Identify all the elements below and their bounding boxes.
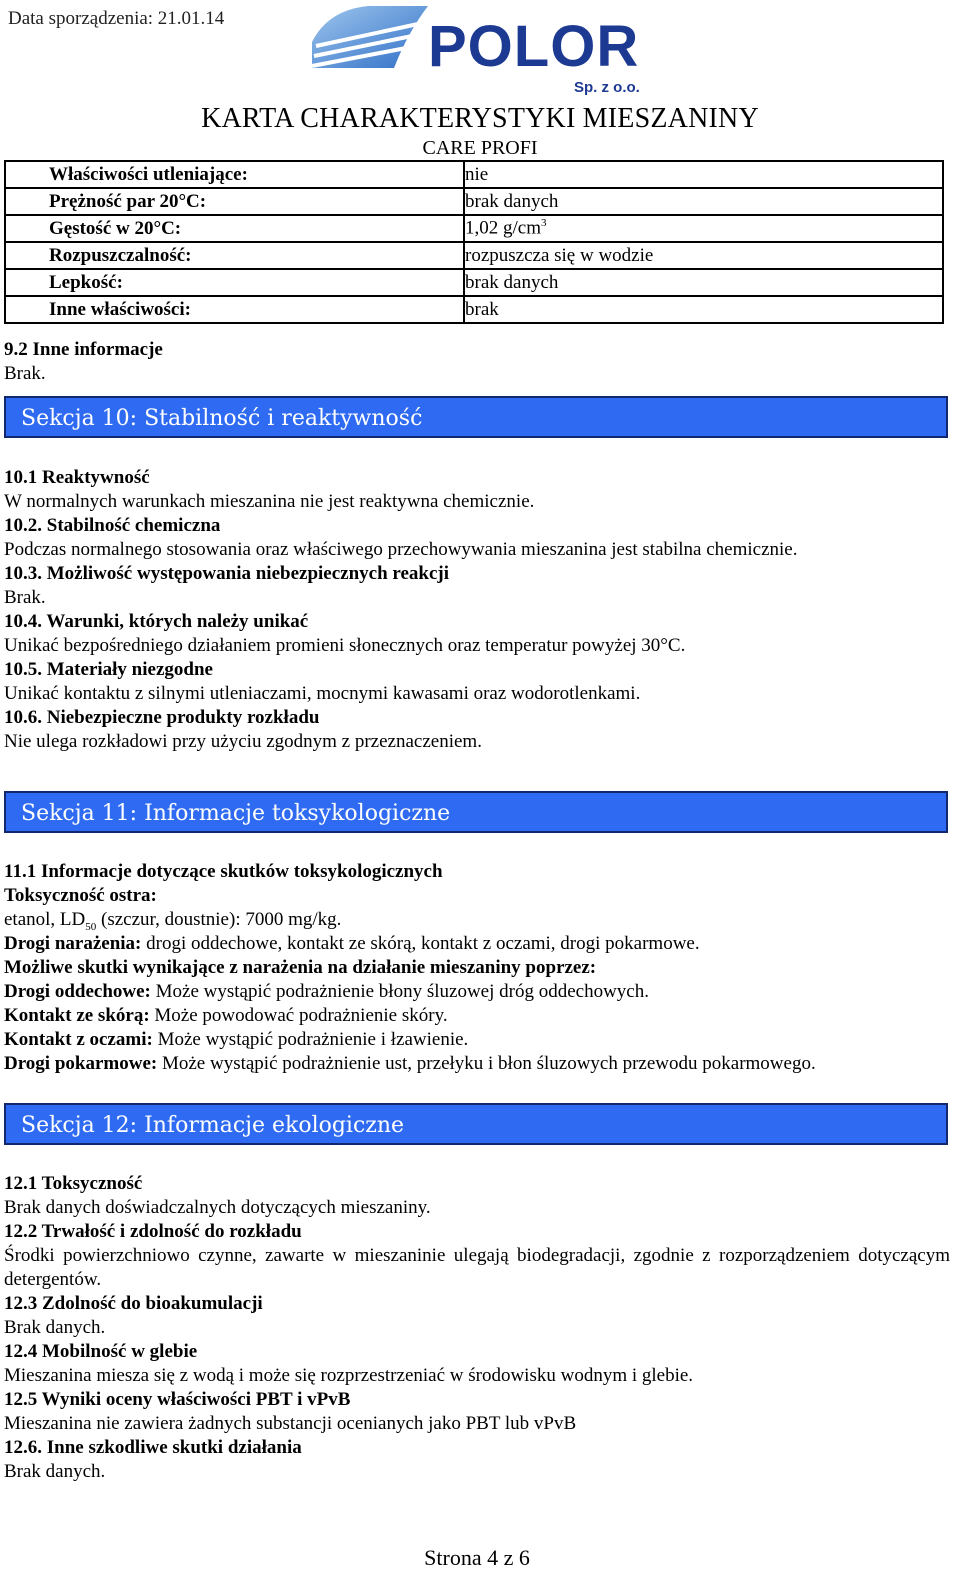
date-of-preparation: Data sporządzenia: 21.01.14 bbox=[8, 8, 225, 29]
properties-table bbox=[4, 160, 944, 324]
skin-contact-line bbox=[4, 1004, 448, 1028]
respiratory-line bbox=[4, 980, 649, 1004]
ingestion-text: Może wystąpić podrażnienie ust, przełyku i błon śluzowych przewodu pokarmowego. bbox=[157, 1053, 816, 1074]
table-row bbox=[5, 242, 943, 269]
property-value: nie bbox=[464, 161, 943, 188]
subsection-heading-10-1: 10.1 Reaktywność bbox=[4, 467, 150, 488]
section-header-12: Sekcja 12: Informacje ekologiczne bbox=[4, 1103, 948, 1145]
property-name: Właściwości utleniające: bbox=[5, 161, 464, 188]
table-row bbox=[5, 161, 943, 188]
product-name: CARE PROFI bbox=[422, 137, 538, 159]
subsection-heading-12-3: 12.3 Zdolność do bioakumulacji bbox=[4, 1293, 263, 1314]
subsection-text-12-6: Brak danych. bbox=[4, 1461, 106, 1482]
table-row bbox=[5, 269, 943, 296]
property-value: brak danych bbox=[464, 269, 943, 296]
skin-contact-label: Kontakt ze skórą: bbox=[4, 1005, 150, 1026]
property-value: brak bbox=[464, 296, 943, 323]
document-title: KARTA CHARAKTERYSTYKI MIESZANINY bbox=[201, 103, 759, 134]
subsection-heading-10-6: 10.6. Niebezpieczne produkty rozkładu bbox=[4, 707, 320, 728]
acute-toxicity-label: Toksyczność ostra: bbox=[4, 885, 157, 906]
density-value: 1,02 g/cm bbox=[465, 217, 541, 239]
subsection-heading-12-6: 12.6. Inne szkodliwe skutki działania bbox=[4, 1437, 302, 1458]
subsection-heading-10-3: 10.3. Możliwość występowania niebezpiecznych reakcji bbox=[4, 563, 450, 584]
subsection-heading-10-5: 10.5. Materiały niezgodne bbox=[4, 659, 213, 680]
subsection-text-12-2: Środki powierzchniowo czynne, zawarte w mieszaninie ulegają biodegradacji, zgodnie z rozporządzeniem dotyczącym detergentów. bbox=[4, 1245, 950, 1290]
property-name: Inne właściwości: bbox=[5, 296, 464, 323]
subsection-text-10-3: Brak. bbox=[4, 587, 46, 608]
subsection-heading-11-1: 11.1 Informacje dotyczące skutków toksykologicznych bbox=[4, 861, 443, 882]
property-name: Lepkość: bbox=[5, 269, 464, 296]
exposure-routes-text: drogi oddechowe, kontakt ze skórą, kontakt z oczami, drogi pokarmowe. bbox=[141, 933, 700, 954]
subsection-heading-12-5: 12.5 Wyniki oceny właściwości PBT i vPvB bbox=[4, 1389, 351, 1410]
respiratory-text: Może wystąpić podrażnienie błony śluzowej dróg oddechowych. bbox=[150, 981, 649, 1002]
subsection-text-10-4: Unikać bezpośredniego działaniem promieni słonecznych oraz temperatur powyżej 30°C. bbox=[4, 635, 686, 656]
ingestion-line bbox=[4, 1052, 816, 1076]
property-name: Prężność par 20°C: bbox=[5, 188, 464, 215]
subsection-heading-12-1: 12.1 Toksyczność bbox=[4, 1173, 143, 1194]
table-row bbox=[5, 296, 943, 323]
ld50-prefix: etanol, LD bbox=[4, 909, 86, 930]
eye-contact-line bbox=[4, 1028, 468, 1052]
ingestion-label: Drogi pokarmowe: bbox=[4, 1053, 158, 1074]
density-unit-superscript: 3 bbox=[541, 217, 547, 230]
section-header-10: Sekcja 10: Stabilność i reaktywność bbox=[4, 396, 948, 438]
subsection-text-10-6: Nie ulega rozkładowi przy użyciu zgodnym z przeznaczeniem. bbox=[4, 731, 482, 752]
property-value: rozpuszcza się w wodzie bbox=[464, 242, 943, 269]
property-name: Rozpuszczalność: bbox=[5, 242, 464, 269]
subsection-heading-10-4: 10.4. Warunki, których należy unikać bbox=[4, 611, 309, 632]
subsection-heading-12-4: 12.4 Mobilność w glebie bbox=[4, 1341, 198, 1362]
ld50-value: (szczur, doustnie): 7000 mg/kg. bbox=[96, 909, 342, 930]
property-value bbox=[464, 215, 943, 242]
subsection-heading-12-2: 12.2 Trwałość i zdolność do rozkładu bbox=[4, 1221, 302, 1242]
eye-contact-text: Może wystąpić podrażnienie i łzawienie. bbox=[152, 1029, 469, 1050]
respiratory-label: Drogi oddechowe: bbox=[4, 981, 151, 1002]
subsection-text-10-5: Unikać kontaktu z silnymi utleniaczami, mocnymi kawasami oraz wodorotlenkami. bbox=[4, 683, 641, 704]
table-row bbox=[5, 188, 943, 215]
subsection-text-10-2: Podczas normalnego stosowania oraz właściwego przechowywania mieszanina jest stabilna chemicznie. bbox=[4, 539, 798, 560]
exposure-routes-label: Drogi narażenia: bbox=[4, 933, 142, 954]
subsection-text-12-5: Mieszanina nie zawiera żadnych substancji ocenianych jako PBT lub vPvB bbox=[4, 1413, 577, 1434]
subsection-text-12-4: Mieszanina miesza się z wodą i może się rozprzestrzeniać w środowisku wodnym i glebie. bbox=[4, 1365, 694, 1386]
eye-contact-label: Kontakt z oczami: bbox=[4, 1029, 153, 1050]
ld50-subscript: 50 bbox=[85, 920, 97, 933]
subsection-heading-9-2: 9.2 Inne informacje bbox=[4, 339, 163, 360]
page-number: Strona 4 z 6 bbox=[424, 1545, 530, 1570]
table-row bbox=[5, 215, 943, 242]
logo-wordmark: POLOR bbox=[428, 14, 640, 79]
possible-effects-label: Możliwe skutki wynikające z narażenia na działanie mieszaniny poprzez: bbox=[4, 957, 597, 978]
subsection-heading-10-2: 10.2. Stabilność chemiczna bbox=[4, 515, 221, 536]
subsection-text-9-2: Brak. bbox=[4, 363, 46, 384]
polor-logo bbox=[308, 2, 653, 98]
property-name: Gęstość w 20°C: bbox=[5, 215, 464, 242]
section-header-11: Sekcja 11: Informacje toksykologiczne bbox=[4, 791, 948, 833]
property-value: brak danych bbox=[464, 188, 943, 215]
subsection-text-10-1: W normalnych warunkach mieszanina nie jest reaktywna chemicznie. bbox=[4, 491, 535, 512]
skin-contact-text: Może powodować podrażnienie skóry. bbox=[149, 1005, 448, 1026]
exposure-routes-line bbox=[4, 932, 700, 956]
subsection-text-12-3: Brak danych. bbox=[4, 1317, 106, 1338]
subsection-text-12-1: Brak danych doświadczalnych dotyczących mieszaniny. bbox=[4, 1197, 431, 1218]
logo-company-suffix: Sp. z o.o. bbox=[574, 79, 640, 96]
